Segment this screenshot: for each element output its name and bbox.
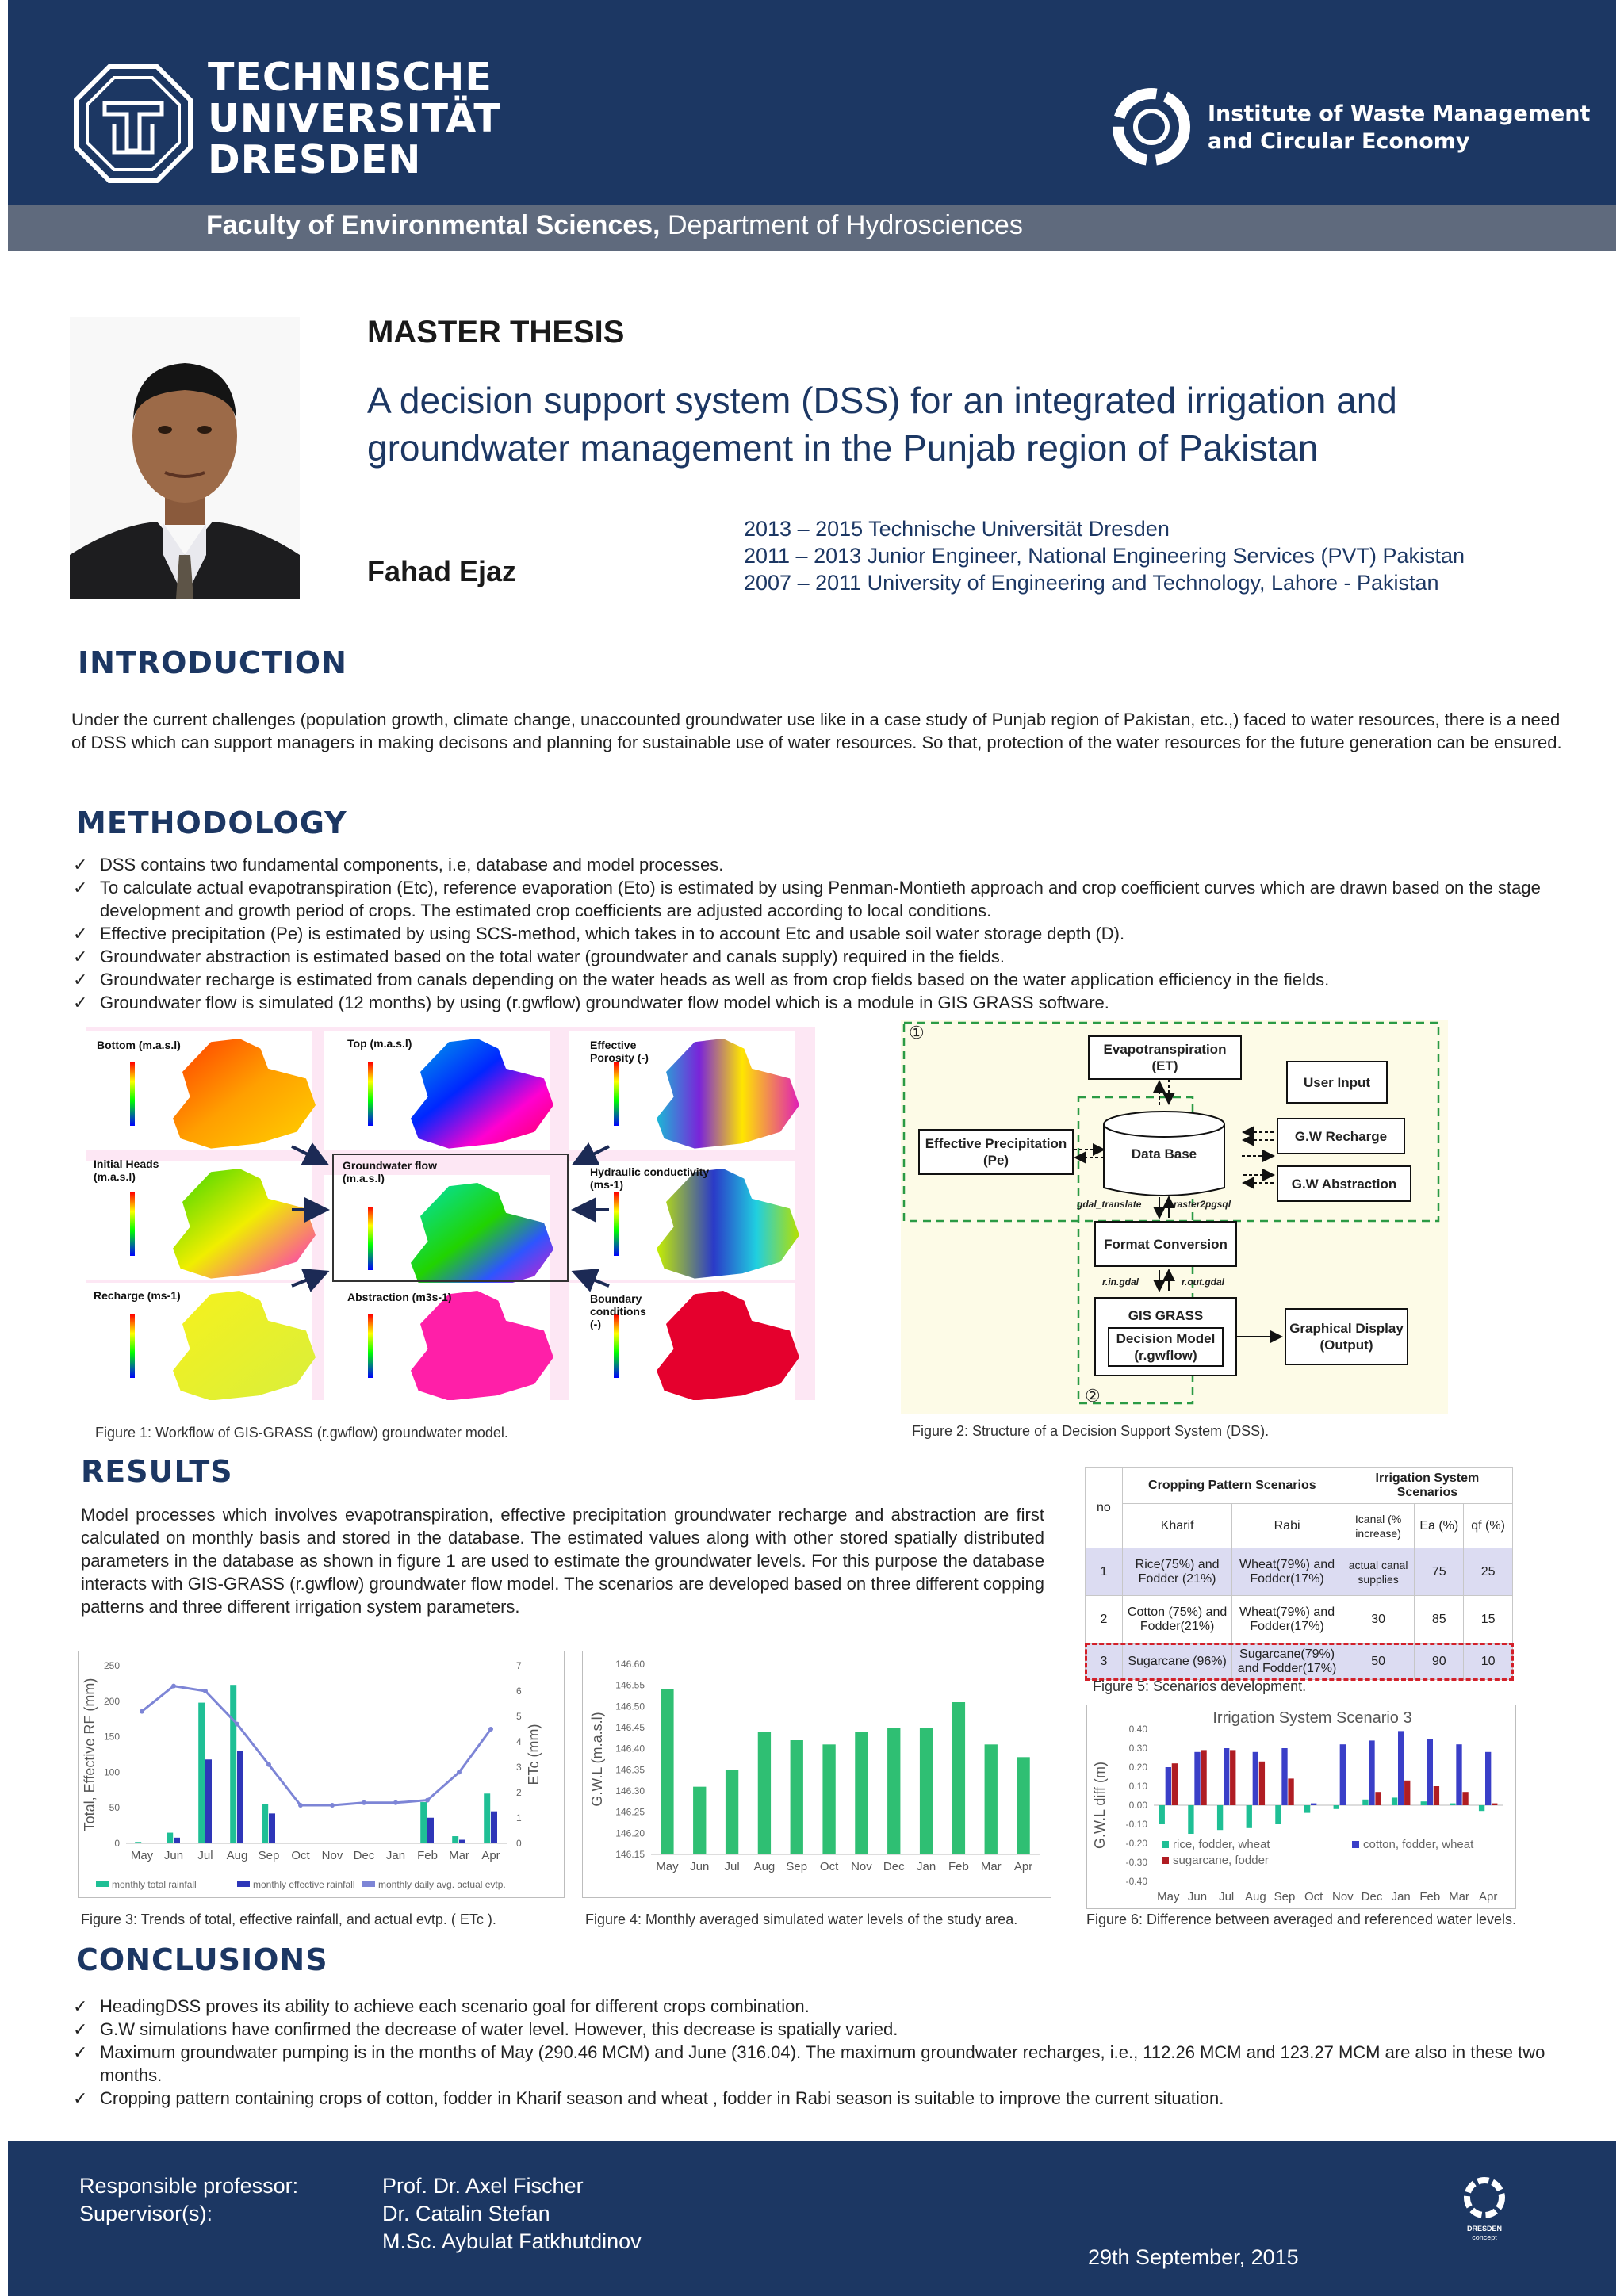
map-legend bbox=[130, 1192, 135, 1256]
bar bbox=[1017, 1757, 1029, 1854]
thesis-title: A decision support system (DSS) for an integrated irrigation and groundwater management in the Punjab region of Pakistan bbox=[367, 380, 1397, 469]
footer bbox=[8, 2141, 1616, 2296]
map-legend bbox=[368, 1207, 373, 1270]
bar bbox=[1281, 1748, 1287, 1805]
raster2pgsql-label: raster2pgsql bbox=[1174, 1199, 1231, 1210]
bar bbox=[1375, 1792, 1381, 1805]
figure-5-caption: Figure 5: Scenarios development. bbox=[1093, 1678, 1307, 1694]
x-tick-label: Jan bbox=[385, 1849, 406, 1862]
effective-precipitation-box: Effective Precipitation (Pe) bbox=[918, 1129, 1074, 1175]
x-tick-label: May bbox=[656, 1860, 679, 1873]
check-icon: ✓ bbox=[73, 855, 88, 874]
bar bbox=[1253, 1752, 1258, 1805]
gis-grass-label: GIS GRASS bbox=[1128, 1307, 1204, 1323]
bar bbox=[174, 1838, 180, 1843]
map-legend bbox=[130, 1314, 135, 1378]
x-tick-label: Apr bbox=[1478, 1890, 1498, 1904]
supervisor-name: Dr. Catalin Stefan bbox=[382, 2202, 550, 2225]
bar bbox=[1434, 1786, 1439, 1805]
bar bbox=[1304, 1805, 1310, 1813]
evtp-point bbox=[171, 1684, 176, 1689]
y-tick-label: 200 bbox=[103, 1695, 120, 1707]
col-no: no bbox=[1086, 1468, 1123, 1548]
evtp-point bbox=[457, 1770, 462, 1774]
y-tick-label: 146.35 bbox=[615, 1764, 645, 1776]
map-legend bbox=[614, 1192, 619, 1256]
y-tick-label: 0.30 bbox=[1128, 1743, 1147, 1754]
conclusions-heading: CONCLUSIONS bbox=[76, 1942, 328, 1977]
x-tick-label: Dec bbox=[353, 1849, 375, 1862]
y-axis-label: G.W.L diff (m) bbox=[1092, 1761, 1108, 1850]
bar bbox=[484, 1793, 490, 1843]
section-1-marker: ① bbox=[909, 1023, 925, 1043]
date: 29th September, 2015 bbox=[1088, 2245, 1299, 2269]
x-tick-label: Jan bbox=[1391, 1890, 1411, 1904]
col-qf: qf (%) bbox=[1464, 1504, 1513, 1548]
bar bbox=[1159, 1805, 1165, 1824]
evtp-point bbox=[298, 1803, 303, 1808]
bar bbox=[1398, 1731, 1404, 1805]
bar bbox=[135, 1842, 141, 1843]
evtp-point bbox=[330, 1803, 335, 1808]
table-row: 2 Cotton (75%) and Fodder(21%) Wheat(79%) and Fodder(17%) 30 85 15 bbox=[1086, 1596, 1513, 1644]
x-tick-label: Feb bbox=[417, 1849, 438, 1862]
figure-6-chart bbox=[1086, 1705, 1516, 1909]
methodology-heading: METHODOLOGY bbox=[76, 806, 347, 840]
col-kharif: Kharif bbox=[1122, 1504, 1231, 1548]
list-item: ✓ Maximum groundwater pumping is in the months of May (290.46 MCM) and June (316.04). The maximum groundwater recharges, i.e., 112.26 MCM and 123.27 MCM are also in these two months. bbox=[73, 2042, 1545, 2085]
x-tick-label: Mar bbox=[980, 1860, 1002, 1873]
y2-tick-label: 0 bbox=[516, 1838, 522, 1849]
bar bbox=[1479, 1805, 1484, 1811]
y-tick-label: 146.60 bbox=[615, 1659, 645, 1670]
x-tick-label: Mar bbox=[449, 1849, 469, 1862]
bar bbox=[167, 1833, 173, 1843]
y2-tick-label: 1 bbox=[516, 1812, 522, 1823]
check-icon: ✓ bbox=[73, 1996, 88, 2016]
bar bbox=[1450, 1804, 1455, 1805]
x-tick-label: Sep bbox=[1274, 1890, 1296, 1904]
bar bbox=[1427, 1739, 1433, 1805]
check-icon: ✓ bbox=[73, 970, 88, 989]
y-tick-label: 0.20 bbox=[1128, 1762, 1147, 1773]
y-tick-label: 146.20 bbox=[615, 1827, 645, 1839]
y-tick-label: 146.40 bbox=[615, 1743, 645, 1755]
bar bbox=[887, 1728, 900, 1854]
check-icon: ✓ bbox=[73, 2019, 88, 2039]
y-tick-label: 0.00 bbox=[1128, 1800, 1147, 1811]
list-item: ✓ G.W simulations have confirmed the decrease of water level. However, this decrease is spatially varied. bbox=[73, 2019, 898, 2039]
section-2-marker: ② bbox=[1085, 1386, 1101, 1406]
legend-swatch bbox=[1162, 1857, 1169, 1864]
bar bbox=[198, 1703, 205, 1843]
institute-logo-icon bbox=[1110, 86, 1193, 168]
bar bbox=[726, 1770, 738, 1854]
bar bbox=[791, 1740, 803, 1854]
dresden-concept-logo-icon bbox=[1461, 2174, 1508, 2221]
list-item: ✓ HeadingDSS proves its ability to achieve each scenario goal for different crops combination. bbox=[73, 1996, 810, 2016]
bar bbox=[920, 1728, 933, 1854]
x-tick-label: May bbox=[1157, 1890, 1180, 1904]
bar bbox=[452, 1836, 458, 1843]
bar bbox=[952, 1702, 965, 1854]
format-conversion-box: Format Conversion bbox=[1094, 1221, 1237, 1267]
bar bbox=[1362, 1800, 1368, 1805]
bar bbox=[491, 1812, 497, 1843]
bar bbox=[1166, 1767, 1171, 1805]
bar bbox=[693, 1787, 706, 1854]
y-tick-label: 100 bbox=[103, 1766, 120, 1778]
map-label: Top (m.a.s.l) bbox=[347, 1037, 412, 1050]
cv-line: 2011 – 2013 Junior Engineer, National Engineering Services (PVT) Pakistan bbox=[744, 544, 1465, 568]
x-tick-label: Jul bbox=[724, 1860, 740, 1873]
figure-4-chart bbox=[582, 1651, 1051, 1898]
legend-label: rice, fodder, wheat bbox=[1173, 1838, 1270, 1851]
fig4-svg bbox=[583, 1651, 1051, 1897]
professor-label: Responsible professor: bbox=[79, 2174, 299, 2198]
bar bbox=[427, 1818, 434, 1843]
y-tick-label: 146.50 bbox=[615, 1701, 645, 1712]
map-label: Effective Porosity (-) bbox=[590, 1039, 649, 1064]
author-name: Fahad Ejaz bbox=[367, 555, 517, 587]
department-name: Department of Hydrosciences bbox=[667, 210, 1023, 240]
x-tick-label: Feb bbox=[1419, 1890, 1441, 1904]
map-label: Groundwater flow (m.a.s.l) bbox=[343, 1159, 437, 1184]
x-tick-label: Aug bbox=[226, 1849, 248, 1862]
methodology-list bbox=[71, 853, 1554, 1014]
y-tick-label: -0.20 bbox=[1125, 1838, 1147, 1849]
university-name bbox=[208, 57, 501, 181]
bar bbox=[985, 1744, 998, 1854]
bar bbox=[1334, 1805, 1339, 1809]
list-item: ✓ DSS contains two fundamental components, i.e, database and model processes. bbox=[73, 855, 724, 874]
bar bbox=[1492, 1804, 1497, 1805]
evtp-point bbox=[203, 1689, 208, 1693]
y-axis-label: G.W.L (m.a.s.l) bbox=[589, 1712, 605, 1807]
supervisor-label: Supervisor(s): bbox=[79, 2202, 213, 2225]
x-tick-label: Apr bbox=[481, 1849, 500, 1862]
x-tick-label: Jun bbox=[163, 1849, 184, 1862]
conclusions-list bbox=[71, 1995, 1562, 2110]
legend-label: monthly total rainfall bbox=[112, 1879, 197, 1890]
evtp-point bbox=[266, 1762, 271, 1767]
database-label: Data Base bbox=[1131, 1146, 1197, 1161]
x-tick-label: Jul bbox=[197, 1849, 213, 1862]
y-tick-label: 0 bbox=[114, 1838, 120, 1849]
evtp-point bbox=[425, 1798, 430, 1803]
figure-3-caption: Figure 3: Trends of total, effective rainfall, and actual evtp. ( ETc ). bbox=[81, 1911, 496, 1927]
list-item: ✓ Groundwater abstraction is estimated based on the total water (groundwater and canals supply) required in the fields. bbox=[73, 947, 1005, 966]
results-heading: RESULTS bbox=[81, 1454, 233, 1489]
institute-line: and Circular Economy bbox=[1208, 129, 1470, 154]
bar bbox=[1188, 1805, 1193, 1834]
bar bbox=[758, 1732, 771, 1854]
gw-abstraction-box: G.W Abstraction bbox=[1277, 1165, 1411, 1202]
table-row: 1 Rice(75%) and Fodder (21%) Wheat(79%) and Fodder(17%) actual canal supplies 75 25 bbox=[1086, 1548, 1513, 1596]
bar bbox=[1485, 1752, 1491, 1805]
fig1-maps bbox=[86, 1027, 815, 1400]
legend-label: monthly daily avg. actual evtp. bbox=[378, 1879, 506, 1890]
bar bbox=[661, 1689, 673, 1854]
check-icon: ✓ bbox=[73, 2042, 88, 2062]
y2-tick-label: 3 bbox=[516, 1762, 522, 1773]
author-photo bbox=[70, 317, 300, 599]
y-tick-label: 146.55 bbox=[615, 1679, 645, 1691]
map-legend bbox=[130, 1062, 135, 1126]
check-icon: ✓ bbox=[73, 924, 88, 943]
bar bbox=[1369, 1740, 1374, 1805]
x-tick-label: Feb bbox=[948, 1860, 969, 1873]
user-input-box: User Input bbox=[1286, 1061, 1388, 1104]
map-label: Bottom (m.a.s.l) bbox=[97, 1039, 181, 1051]
y-tick-label: 0.40 bbox=[1128, 1724, 1147, 1735]
figure-1 bbox=[86, 1027, 815, 1400]
cv-line: 2007 – 2011 University of Engineering and Technology, Lahore - Pakistan bbox=[744, 571, 1439, 595]
map-legend bbox=[614, 1062, 619, 1126]
evtp-point bbox=[140, 1709, 144, 1714]
figure-4-caption: Figure 4: Monthly averaged simulated water levels of the study area. bbox=[585, 1911, 1018, 1927]
bar bbox=[1275, 1805, 1281, 1824]
thesis-type: MASTER THESIS bbox=[367, 315, 625, 350]
evtp-point bbox=[235, 1722, 239, 1727]
gw-recharge-box: G.W Recharge bbox=[1277, 1118, 1405, 1154]
map-label: Initial Heads (m.a.s.l) bbox=[94, 1158, 159, 1183]
col-crop: Cropping Pattern Scenarios bbox=[1122, 1468, 1342, 1504]
author-cv bbox=[744, 515, 1465, 596]
legend-label: monthly effective rainfall bbox=[253, 1879, 355, 1890]
bar bbox=[1194, 1752, 1200, 1805]
y-tick-label: 50 bbox=[109, 1802, 120, 1814]
gdal-translate-label: gdal_translate bbox=[1077, 1199, 1142, 1210]
y2-tick-label: 6 bbox=[516, 1686, 522, 1697]
col-ea: Ea (%) bbox=[1415, 1504, 1464, 1548]
figure-2-caption: Figure 2: Structure of a Decision Support System (DSS). bbox=[912, 1423, 1270, 1439]
bar bbox=[269, 1813, 275, 1843]
figure-2 bbox=[901, 1020, 1448, 1414]
y2-tick-label: 5 bbox=[516, 1711, 522, 1722]
legend-swatch bbox=[362, 1881, 375, 1887]
institute-line: Institute of Waste Management bbox=[1208, 101, 1591, 126]
map-legend bbox=[368, 1062, 373, 1126]
y-tick-label: 146.45 bbox=[615, 1722, 645, 1733]
table-row-highlighted: 3 Sugarcane (96%) Sugarcane(79%) and Fodder(17%) 50 90 10 bbox=[1086, 1644, 1513, 1680]
y2-tick-label: 2 bbox=[516, 1787, 522, 1798]
figure-6-caption: Figure 6: Difference between averaged and referenced water levels. bbox=[1086, 1911, 1516, 1927]
bar bbox=[1311, 1804, 1316, 1805]
check-icon: ✓ bbox=[73, 2088, 88, 2108]
x-tick-label: Nov bbox=[321, 1849, 343, 1862]
bar bbox=[1247, 1805, 1252, 1828]
bar bbox=[1217, 1805, 1223, 1830]
figure-1-caption: Figure 1: Workflow of GIS-GRASS (r.gwflow) groundwater model. bbox=[95, 1425, 508, 1441]
et-box: Evapotranspiration (ET) bbox=[1088, 1035, 1242, 1080]
y2-axis-label: ETc (mm) bbox=[526, 1724, 542, 1785]
bar bbox=[459, 1840, 465, 1843]
y-tick-label: 250 bbox=[103, 1660, 120, 1671]
check-icon: ✓ bbox=[73, 878, 88, 897]
y-tick-label: 146.15 bbox=[615, 1849, 645, 1860]
bar bbox=[262, 1804, 268, 1843]
legend-swatch bbox=[1352, 1841, 1359, 1848]
bar bbox=[237, 1751, 243, 1843]
graphical-display-box: Graphical Display (Output) bbox=[1285, 1308, 1408, 1365]
list-item: ✓ Groundwater recharge is estimated from canals depending on the water heads as well as from crop fields based on the water application efficiency in the fields. bbox=[73, 970, 1330, 989]
bar bbox=[822, 1744, 835, 1854]
x-tick-label: Dec bbox=[1361, 1890, 1383, 1904]
x-tick-label: Nov bbox=[851, 1860, 872, 1873]
y2-tick-label: 7 bbox=[516, 1660, 522, 1671]
bar bbox=[1392, 1797, 1397, 1805]
bar bbox=[1421, 1801, 1427, 1805]
legend-swatch bbox=[237, 1881, 250, 1887]
y-tick-label: -0.10 bbox=[1125, 1819, 1147, 1830]
y-tick-label: 146.25 bbox=[615, 1806, 645, 1818]
col-icanal: Icanal (% increase) bbox=[1342, 1504, 1415, 1548]
scenario-table bbox=[1085, 1467, 1513, 1680]
figure-3-chart bbox=[78, 1651, 565, 1898]
y2-tick-label: 4 bbox=[516, 1736, 522, 1747]
check-icon: ✓ bbox=[73, 947, 88, 966]
x-tick-label: Jun bbox=[1187, 1890, 1208, 1904]
bar bbox=[1259, 1762, 1265, 1805]
map-label: Abstraction (m3s-1) bbox=[347, 1291, 452, 1303]
faculty-line bbox=[206, 209, 1023, 241]
y-tick-label: 0.10 bbox=[1128, 1781, 1147, 1792]
x-tick-label: Mar bbox=[1449, 1890, 1469, 1904]
introduction-text: Under the current challenges (population growth, climate change, unaccounted groundwater use like in a case study of Punjab region of Pakistan, etc.,) faced to water resources, there is a need of DSS which can support managers in making decisons and planning for sustainable use of water resources. So that, protection of the water resources for the future generation can be ensured. bbox=[71, 710, 1562, 752]
bar bbox=[1404, 1781, 1410, 1805]
dresden-concept-text: DRESDEN concept bbox=[1466, 2225, 1502, 2241]
x-tick-label: Jul bbox=[1219, 1890, 1235, 1904]
y-tick-label: 146.30 bbox=[615, 1785, 645, 1797]
x-tick-label: Jun bbox=[690, 1860, 710, 1873]
x-tick-label: Sep bbox=[786, 1860, 808, 1873]
bar bbox=[1340, 1744, 1346, 1805]
rout-gdal-label: r.out.gdal bbox=[1182, 1276, 1224, 1288]
university-line: UNIVERSITÄT bbox=[208, 96, 501, 141]
legend-swatch bbox=[96, 1881, 109, 1887]
results-text: Model processes which involves evapotranspiration, effective precipitation groundwater recharge and abstraction are first calculated on monthly basis and stored in the database. The estimated values along with other stored spatially distributed parameters in the database as shown in figure 1 are used to estimate the groundwater levels. For this purpose the database interacts with GIS-GRASS (r.gwflow) groundwater flow model. The scenarios are developed based on three different copping patterns and three different irrigation system parameters. bbox=[81, 1505, 1044, 1617]
evtp-point bbox=[362, 1800, 366, 1805]
bar bbox=[1456, 1744, 1461, 1805]
y-tick-label: -0.40 bbox=[1125, 1876, 1147, 1887]
bar bbox=[1462, 1792, 1468, 1805]
y-tick-label: 150 bbox=[103, 1731, 120, 1743]
evtp-line bbox=[142, 1686, 491, 1805]
bar bbox=[205, 1759, 212, 1843]
rin-gdal-label: r.in.gdal bbox=[1102, 1276, 1139, 1288]
fig3-svg bbox=[79, 1651, 564, 1897]
bar bbox=[230, 1685, 236, 1843]
legend-label: sugarcane, fodder bbox=[1173, 1854, 1269, 1867]
map-label: Recharge (ms-1) bbox=[94, 1289, 181, 1302]
x-tick-label: Sep bbox=[258, 1849, 280, 1862]
legend-label: cotton, fodder, wheat bbox=[1363, 1838, 1474, 1851]
map-label: Hydraulic conductivity (ms-1) bbox=[590, 1165, 710, 1191]
chart-title: Irrigation System Scenario 3 bbox=[1212, 1709, 1412, 1727]
bar bbox=[1201, 1750, 1206, 1805]
bar bbox=[1288, 1778, 1293, 1805]
x-tick-label: Jan bbox=[916, 1860, 936, 1873]
professor-name: Prof. Dr. Axel Fischer bbox=[382, 2174, 584, 2198]
x-tick-label: Oct bbox=[291, 1849, 310, 1862]
evtp-point bbox=[488, 1727, 493, 1732]
list-item: ✓ Groundwater flow is simulated (12 months) by using (r.gwflow) groundwater flow model which is a module in GIS GRASS software. bbox=[73, 993, 1109, 1012]
cv-line: 2013 – 2015 Technische Universität Dresden bbox=[744, 517, 1170, 541]
evtp-point bbox=[393, 1800, 398, 1805]
institute-name bbox=[1208, 100, 1590, 155]
col-irrigation: Irrigation System Scenarios bbox=[1342, 1468, 1512, 1504]
legend-swatch bbox=[1162, 1841, 1169, 1848]
decision-model-box: Decision Model (r.gwflow) bbox=[1108, 1327, 1224, 1367]
scenario-table-wrap bbox=[1085, 1467, 1513, 1680]
bar bbox=[855, 1732, 868, 1854]
list-item: ✓ Cropping pattern containing crops of cotton, fodder in Kharif season and wheat , fodder in Rabi season is suitable to improve the current situation. bbox=[73, 2088, 1224, 2108]
x-tick-label: Nov bbox=[1331, 1890, 1354, 1904]
x-tick-label: Oct bbox=[819, 1860, 839, 1873]
y-axis-label: Total, Effective RF (mm) bbox=[82, 1678, 98, 1831]
bar bbox=[1172, 1763, 1178, 1805]
y-tick-label: -0.30 bbox=[1125, 1857, 1147, 1868]
fig6-svg bbox=[1087, 1705, 1515, 1908]
x-tick-label: May bbox=[130, 1849, 154, 1862]
tu-dresden-logo-icon bbox=[73, 63, 193, 184]
bar bbox=[420, 1802, 427, 1843]
introduction-heading: INTRODUCTION bbox=[78, 645, 347, 680]
supervisor-name: M.Sc. Aybulat Fatkhutdinov bbox=[382, 2229, 642, 2253]
x-tick-label: Oct bbox=[1304, 1890, 1323, 1904]
x-tick-label: Apr bbox=[1013, 1860, 1033, 1873]
x-tick-label: Aug bbox=[753, 1860, 776, 1873]
list-item: ✓ To calculate actual evapotranspiration (Etc), reference evaporation (Eto) is estimated by using Penman-Montieth approach and crop coefficient curves which are drawn based on the stage development and growth period of crops. The estimated crop coefficients are adjusted according to local conditions. bbox=[73, 878, 1541, 920]
x-tick-label: Aug bbox=[1244, 1890, 1266, 1904]
gis-grass-box bbox=[1094, 1297, 1237, 1376]
faculty-name: Faculty of Environmental Sciences, bbox=[206, 210, 661, 240]
list-item: ✓ Effective precipitation (Pe) is estimated by using SCS-method, which takes in to account Etc and usable soil water storage depth (D). bbox=[73, 924, 1125, 943]
col-rabi: Rabi bbox=[1232, 1504, 1342, 1548]
bar bbox=[1230, 1750, 1235, 1805]
university-line: DRESDEN bbox=[208, 137, 422, 182]
map-legend bbox=[368, 1314, 373, 1378]
map-label: Boundary conditions (-) bbox=[590, 1292, 646, 1330]
x-tick-label: Dec bbox=[883, 1860, 905, 1873]
bar bbox=[1224, 1748, 1229, 1805]
university-line: TECHNISCHE bbox=[208, 55, 492, 100]
check-icon: ✓ bbox=[73, 993, 88, 1012]
